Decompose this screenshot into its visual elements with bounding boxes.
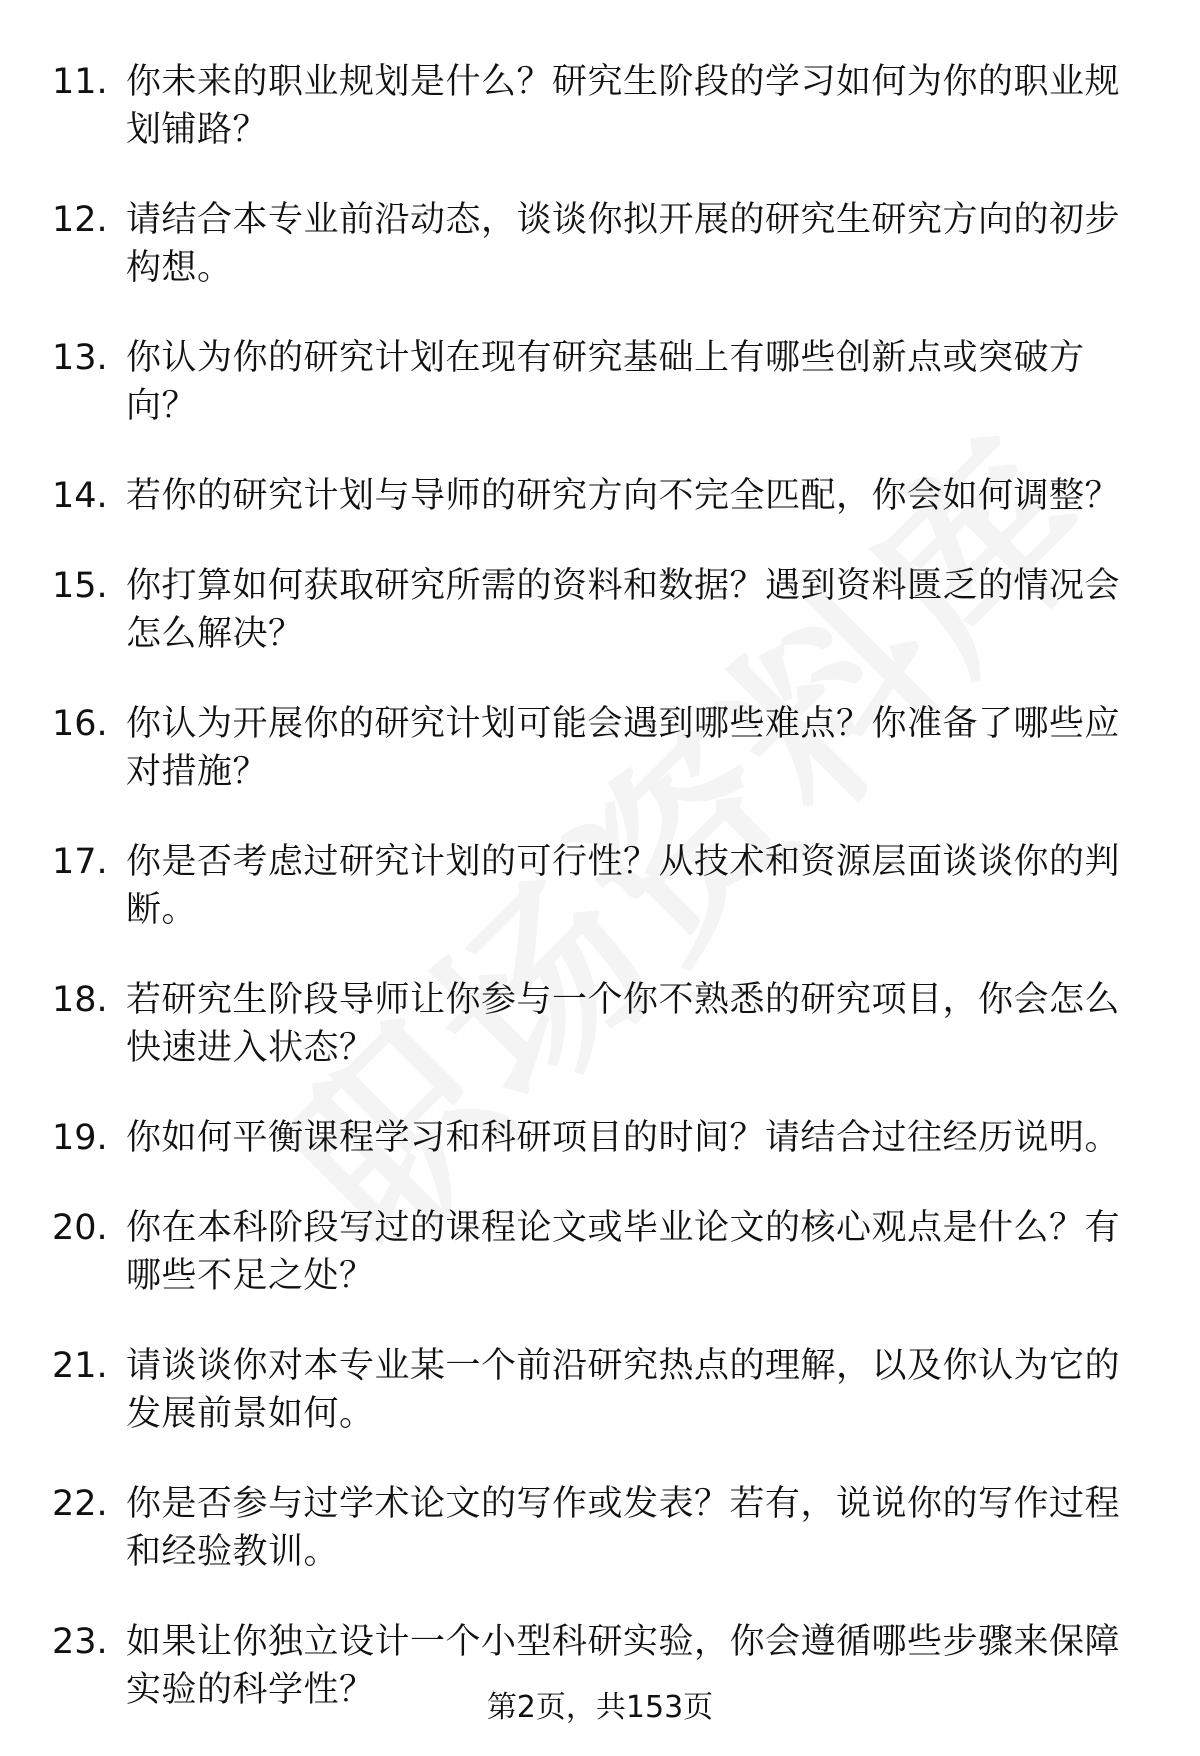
question-text: 请结合本专业前沿动态，谈谈你拟开展的研究生研究方向的初步构想。 [126, 200, 1121, 288]
question-item [0, 334, 1200, 430]
question-number: 11. [52, 62, 108, 102]
question-text: 请谈谈你对本专业某一个前沿研究热点的理解，以及你认为它的发展前景如何。 [126, 1346, 1121, 1434]
question-text: 你认为开展你的研究计划可能会遇到哪些难点？你准备了哪些应对措施？ [126, 704, 1121, 792]
question-text: 你是否参与过学术论文的写作或发表？若有，说说你的写作过程和经验教训。 [126, 1484, 1121, 1572]
question-text: 你未来的职业规划是什么？研究生阶段的学习如何为你的职业规划铺路？ [126, 62, 1121, 150]
question-text: 你在本科阶段写过的课程论文或毕业论文的核心观点是什么？有哪些不足之处？ [126, 1208, 1121, 1296]
question-item [0, 1342, 1200, 1438]
question-item [0, 196, 1200, 292]
question-text: 如果让你独立设计一个小型科研实验，你会遵循哪些步骤来保障实验的科学性？ [126, 1622, 1121, 1710]
question-text: 你打算如何获取研究所需的资料和数据？遇到资料匮乏的情况会怎么解决？ [126, 566, 1121, 654]
question-number: 18. [52, 980, 108, 1020]
question-text: 你是否考虑过研究计划的可行性？从技术和资源层面谈谈你的判断。 [126, 842, 1121, 930]
question-item [0, 1114, 1200, 1162]
question-text: 若研究生阶段导师让你参与一个你不熟悉的研究项目，你会怎么快速进入状态？ [126, 980, 1121, 1068]
question-item [0, 562, 1200, 658]
question-item [0, 700, 1200, 796]
question-text: 你认为你的研究计划在现有研究基础上有哪些创新点或突破方向？ [126, 338, 1085, 426]
question-number: 14. [52, 476, 108, 516]
question-number: 16. [52, 704, 108, 744]
question-item [0, 1480, 1200, 1576]
question-number: 17. [52, 842, 108, 882]
page-footer: 第2页，共153页 [486, 1690, 714, 1725]
question-item [0, 472, 1200, 520]
question-item [0, 976, 1200, 1072]
question-number: 23. [52, 1622, 108, 1662]
question-number: 22. [52, 1484, 108, 1524]
question-number: 21. [52, 1346, 108, 1386]
question-text: 若你的研究计划与导师的研究方向不完全匹配，你会如何调整？ [126, 476, 1121, 516]
question-number: 13. [52, 338, 108, 378]
question-number: 19. [52, 1118, 108, 1158]
question-number: 12. [52, 200, 108, 240]
question-number: 15. [52, 566, 108, 606]
question-number: 20. [52, 1208, 108, 1248]
question-item [0, 1204, 1200, 1300]
question-item [0, 58, 1200, 154]
question-item [0, 838, 1200, 934]
question-list [0, 58, 1200, 1756]
question-text: 你如何平衡课程学习和科研项目的时间？请结合过往经历说明。 [126, 1118, 1121, 1158]
